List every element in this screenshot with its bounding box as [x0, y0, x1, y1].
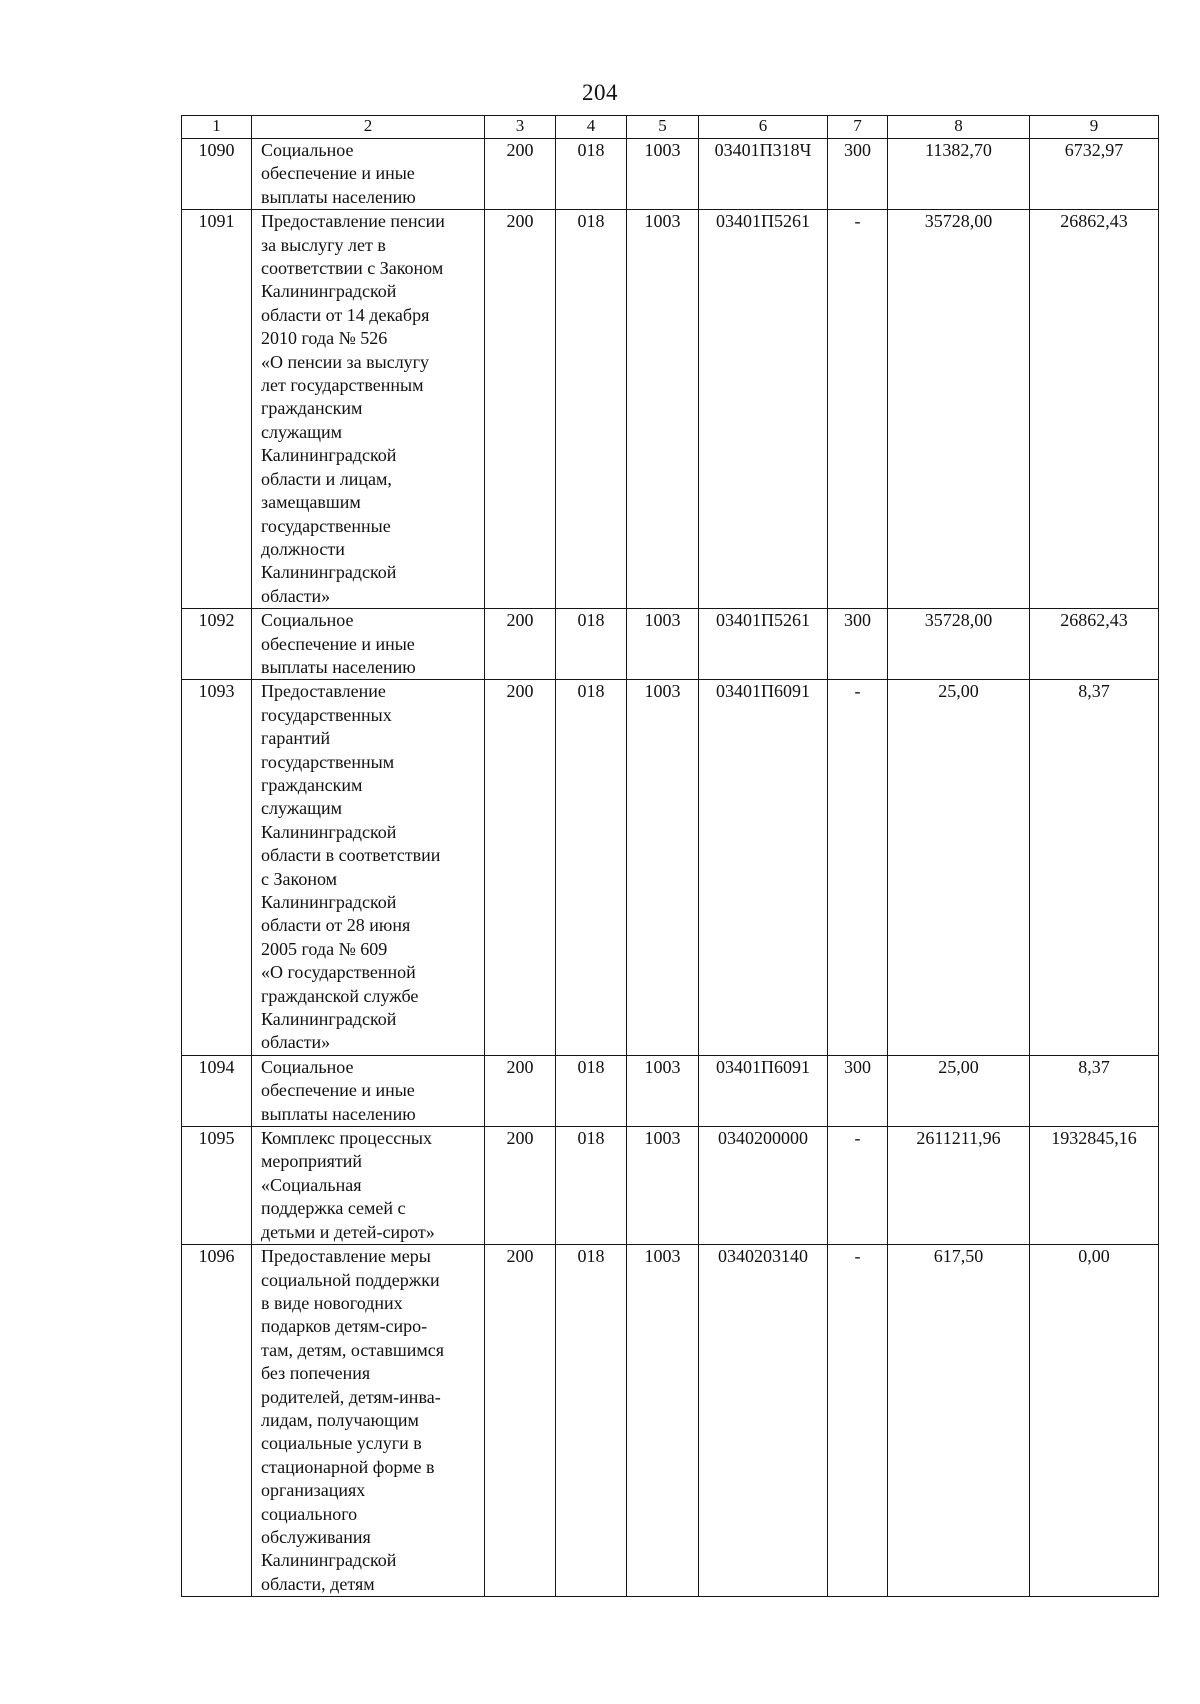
- page-number: 204: [582, 80, 618, 105]
- row-name: Социальное обеспечение и иные выплаты населению: [252, 609, 485, 680]
- column-header-8: 8: [888, 116, 1030, 139]
- table-row: [182, 1055, 1159, 1126]
- row-col-8: 11382,70: [888, 139, 1030, 210]
- row-col-7: 300: [828, 1055, 888, 1126]
- row-name: Предоставление меры социальной поддержки в виде новогодних подарков детям-сиро- там, детям, оставшимся без попечения родителей, детям-инва- лидам, получающим социальные услуги в стационарной форме в организациях социального обслуживания Калининградской области, детям: [252, 1245, 485, 1597]
- table-row: [182, 139, 1159, 210]
- table-row: [182, 609, 1159, 680]
- row-col-3: 200: [485, 1127, 556, 1245]
- row-number: 1090: [182, 139, 252, 210]
- column-header-9: 9: [1030, 116, 1159, 139]
- row-col-5: 1003: [627, 1245, 699, 1597]
- row-col-4: 018: [556, 1245, 627, 1597]
- row-col-7: -: [828, 1127, 888, 1245]
- row-col-9: 1932845,16: [1030, 1127, 1159, 1245]
- row-col-6: 0340203140: [699, 1245, 828, 1597]
- row-col-6: 0340200000: [699, 1127, 828, 1245]
- row-col-8: 25,00: [888, 1055, 1030, 1126]
- row-col-9: 0,00: [1030, 1245, 1159, 1597]
- row-col-8: 35728,00: [888, 609, 1030, 680]
- row-col-6: 03401П6091: [699, 680, 828, 1056]
- table-row: [182, 1127, 1159, 1245]
- row-number: 1094: [182, 1055, 252, 1126]
- row-col-3: 200: [485, 210, 556, 609]
- row-number: 1091: [182, 210, 252, 609]
- row-col-8: 617,50: [888, 1245, 1030, 1597]
- row-name: Социальное обеспечение и иные выплаты населению: [252, 1055, 485, 1126]
- row-col-8: 2611211,96: [888, 1127, 1030, 1245]
- row-col-6: 03401П6091: [699, 1055, 828, 1126]
- row-col-4: 018: [556, 680, 627, 1056]
- table-row: [182, 680, 1159, 1056]
- row-col-4: 018: [556, 609, 627, 680]
- row-name: Предоставление пенсии за выслугу лет в соответствии с Законом Калининградской области от 14 декабря 2010 года № 526 «О пенсии за выслугу лет государственным гражданским служащим Калининградской области и лицам, замещавшим государственные должности Калининградской области»: [252, 210, 485, 609]
- row-col-3: 200: [485, 609, 556, 680]
- row-col-7: -: [828, 1245, 888, 1597]
- row-col-4: 018: [556, 1055, 627, 1126]
- row-number: 1096: [182, 1245, 252, 1597]
- column-header-1: 1: [182, 116, 252, 139]
- row-col-5: 1003: [627, 139, 699, 210]
- row-col-3: 200: [485, 680, 556, 1056]
- row-col-5: 1003: [627, 210, 699, 609]
- row-col-9: 8,37: [1030, 1055, 1159, 1126]
- row-col-3: 200: [485, 1245, 556, 1597]
- row-col-9: 6732,97: [1030, 139, 1159, 210]
- column-header-7: 7: [828, 116, 888, 139]
- column-header-6: 6: [699, 116, 828, 139]
- row-name: Комплекс процессных мероприятий «Социальная поддержка семей с детьми и детей-сирот»: [252, 1127, 485, 1245]
- row-name: Социальное обеспечение и иные выплаты населению: [252, 139, 485, 210]
- row-col-7: -: [828, 680, 888, 1056]
- row-col-5: 1003: [627, 680, 699, 1056]
- row-col-4: 018: [556, 1127, 627, 1245]
- row-col-5: 1003: [627, 609, 699, 680]
- row-number: 1095: [182, 1127, 252, 1245]
- row-col-3: 200: [485, 1055, 556, 1126]
- row-col-5: 1003: [627, 1055, 699, 1126]
- column-header-3: 3: [485, 116, 556, 139]
- row-number: 1092: [182, 609, 252, 680]
- budget-table: [181, 115, 1159, 1597]
- column-header-4: 4: [556, 116, 627, 139]
- row-col-6: 03401П5261: [699, 609, 828, 680]
- row-col-7: -: [828, 210, 888, 609]
- row-name: Предоставление государственных гарантий государственным гражданским служащим Калининградской области в соответствии с Законом Калининградской области от 28 июня 2005 года № 609 «О государственной гражданской службе Калининградской области»: [252, 680, 485, 1056]
- row-col-5: 1003: [627, 1127, 699, 1245]
- table-row: [182, 1245, 1159, 1597]
- row-col-4: 018: [556, 139, 627, 210]
- row-col-6: 03401П5261: [699, 210, 828, 609]
- row-col-9: 8,37: [1030, 680, 1159, 1056]
- column-header-2: 2: [252, 116, 485, 139]
- row-number: 1093: [182, 680, 252, 1056]
- row-col-8: 25,00: [888, 680, 1030, 1056]
- row-col-3: 200: [485, 139, 556, 210]
- row-col-6: 03401П318Ч: [699, 139, 828, 210]
- row-col-7: 300: [828, 609, 888, 680]
- row-col-9: 26862,43: [1030, 210, 1159, 609]
- column-header-5: 5: [627, 116, 699, 139]
- table-row: [182, 210, 1159, 609]
- row-col-7: 300: [828, 139, 888, 210]
- row-col-4: 018: [556, 210, 627, 609]
- row-col-9: 26862,43: [1030, 609, 1159, 680]
- header-row: [182, 116, 1159, 139]
- row-col-8: 35728,00: [888, 210, 1030, 609]
